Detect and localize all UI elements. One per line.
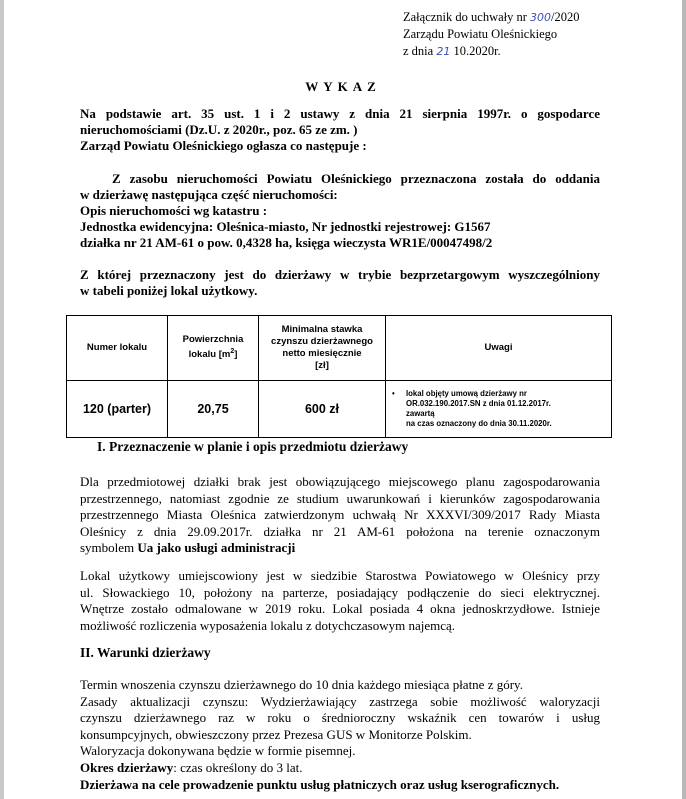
lokal-table xyxy=(66,315,612,438)
property-line-3: Opis nieruchomości wg katastru : xyxy=(80,203,268,218)
scan-edge-right xyxy=(682,0,686,799)
lease-intro-line-1: Z której przeznaczony jest do dzierżawy w trybie bezprzetargowym wyszczególniony xyxy=(80,267,600,282)
intro-line-1: Na podstawie art. 35 ust. 1 i 2 ustawy z dnia 21 sierpnia 1997r. o gospodarce xyxy=(80,106,600,121)
section-1-paragraph-2: Lokal użytkowy umiejscowiony jest w siedzibie Starostwa Powiatowego w Oleśnicy przy ul. Słowackiego 10, położony na parterze, posiadający podłączenie do sieci elektrycznej. Wnętrze zostało odmalowane w 2019 roku. Lokal posiada 4 okna jednoskrzydłowe. Istnieje możliwość rozliczenia wyposażenia lokalu z dotychczasowym najemcą. xyxy=(80,568,600,633)
section-1-paragraph-1: Dla przedmiotowej działki brak jest obowiązującego miejscowego planu zagospodarowania przestrzennego, natomiast zgodnie ze studium uwarunkowań i kierunków zagospodarowania przestrzennego Miasta Oleśnica zatwierdzonym uchwałą Nr XXXVI/309/2017 Rady Miasta Oleśnicy z dnia 29.09.2017r. działka nr 21 AM-61 położona na terenie oznaczonym symbolem Ua jako usługi administracji xyxy=(80,474,600,556)
property-line-4: Jednostka ewidencyjna: Oleśnica-miasto, Nr jednostki rejestrowej: G1567 xyxy=(80,219,491,234)
header-uwagi: Uwagi xyxy=(386,316,612,381)
cell-lokal: 120 (parter) xyxy=(67,381,168,438)
property-line-5: działka nr 21 AM-61 o pow. 0,4328 ha, księga wieczysta WR1E/00047498/2 xyxy=(80,235,493,250)
header-stawka: Minimalna stawka czynszu dzierżawnego netto miesięcznie [zł] xyxy=(259,316,386,381)
date-line: z dnia 21 10.2020r. xyxy=(403,44,501,58)
section-2-body: Termin wnoszenia czynszu dzierżawnego do 10 dnia każdego miesiąca płatne z góry. Zasady aktualizacji czynszu: Wydzierżawiający zastrzega sobie możliwość waloryzacji czynszu dzierżawnego raz w roku o średnioroczny wskaźnik cen towarów i usług konsumpcyjnych, obwieszczony przez Prezesa GUS w Monitorze Polskim. Waloryzacja dokonywana będzie w formie pisemnej. Okres dzierżawy: czas określony do 3 lat. Dzierżawa na cele prowadzenie punktu usług płatniczych oraz usług kserograficznych. xyxy=(80,677,600,792)
section-1-heading: I. Przeznaczenie w planie i opis przedmiotu dzierżawy xyxy=(97,439,409,454)
property-line-2: w dzierżawę następująca część nieruchomości: xyxy=(80,187,338,202)
cell-powierzchnia: 20,75 xyxy=(168,381,259,438)
scan-edge-left xyxy=(0,0,4,799)
cell-stawka: 600 zł xyxy=(259,381,386,438)
cell-uwagi: • lokal objęty umową dzierżawy nr OR.032.190.2017.SN z dnia 01.12.2017r. zawartą na czas oznaczony do dnia 30.11.2020r. xyxy=(386,381,612,438)
handwritten-number: 300 xyxy=(530,11,552,24)
board-line: Zarządu Powiatu Oleśnickiego xyxy=(403,27,558,41)
document-title: WYKAZ xyxy=(305,79,381,94)
handwritten-day: 21 xyxy=(436,45,451,58)
bullet-icon: • xyxy=(392,389,395,398)
table-header-row xyxy=(67,316,612,381)
lease-intro-line-2: w tabeli poniżej lokal użytkowy. xyxy=(80,283,258,298)
section-2-heading: II. Warunki dzierżawy xyxy=(80,645,211,660)
table-row xyxy=(67,381,612,438)
intro-line-2: nieruchomościami (Dz.U. z 2020r., poz. 65 ze zm. ) xyxy=(80,122,358,137)
intro-line-3: Zarząd Powiatu Oleśnickiego ogłasza co następuje : xyxy=(80,138,367,153)
attachment-line: Załącznik do uchwały nr 300/2020 xyxy=(403,10,580,24)
header-numer-lokalu: Numer lokalu xyxy=(67,316,168,381)
property-line-1: Z zasobu nieruchomości Powiatu Oleśnickiego przeznaczona została do oddania xyxy=(112,171,600,186)
header-powierzchnia: Powierzchnia lokalu $[m^2]$ xyxy=(168,316,259,381)
